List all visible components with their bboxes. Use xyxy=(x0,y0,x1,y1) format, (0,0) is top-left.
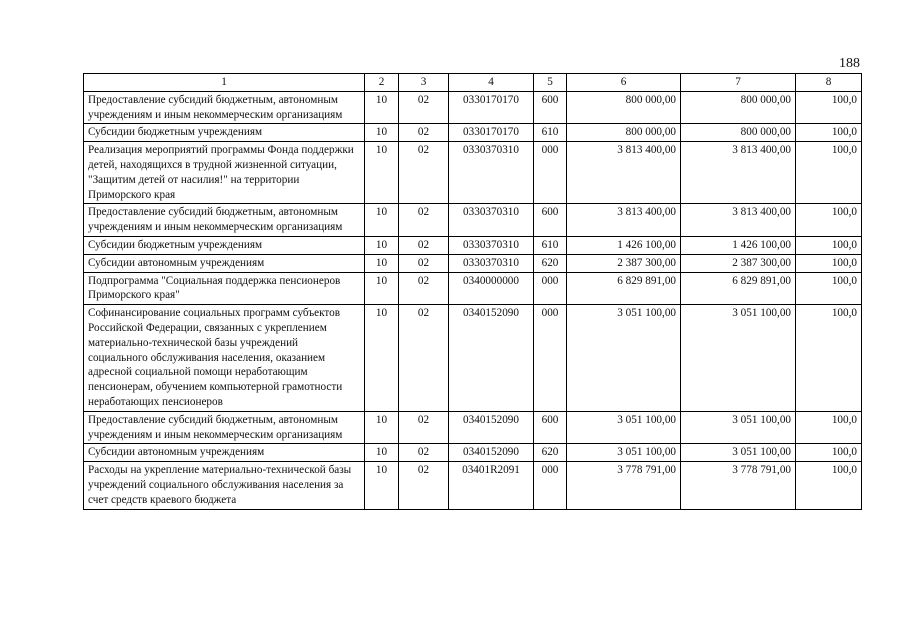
row-name-cell: Субсидии бюджетным учреждениям xyxy=(84,236,365,254)
expense-type-cell: 000 xyxy=(534,305,567,412)
row-name-cell: Реализация мероприятий программы Фонда поддержки детей, находящихся в трудной жизненной ситуации, "Защитим детей от насилия!" на территории Приморского края xyxy=(84,142,365,204)
subsection-cell: 02 xyxy=(399,236,449,254)
amount-planned-cell: 1 426 100,00 xyxy=(567,236,681,254)
section-cell: 10 xyxy=(365,204,399,237)
section-cell: 10 xyxy=(365,305,399,412)
section-cell: 10 xyxy=(365,444,399,462)
percent-cell: 100,0 xyxy=(796,91,862,124)
percent-cell: 100,0 xyxy=(796,444,862,462)
amount-planned-cell: 800 000,00 xyxy=(567,124,681,142)
table-row xyxy=(84,142,862,204)
subsection-cell: 02 xyxy=(399,305,449,412)
row-name-cell: Подпрограмма "Социальная поддержка пенсионеров Приморского края" xyxy=(84,272,365,305)
table-row xyxy=(84,236,862,254)
column-header: 8 xyxy=(796,74,862,92)
amount-executed-cell: 800 000,00 xyxy=(681,124,796,142)
subsection-cell: 02 xyxy=(399,444,449,462)
target-article-cell: 03401R2091 xyxy=(449,462,534,509)
subsection-cell: 02 xyxy=(399,124,449,142)
percent-cell: 100,0 xyxy=(796,305,862,412)
row-name-cell: Субсидии автономным учреждениям xyxy=(84,444,365,462)
table-row xyxy=(84,254,862,272)
amount-planned-cell: 3 051 100,00 xyxy=(567,305,681,412)
target-article-cell: 0330170170 xyxy=(449,91,534,124)
percent-cell: 100,0 xyxy=(796,462,862,509)
target-article-cell: 0340152090 xyxy=(449,305,534,412)
amount-executed-cell: 800 000,00 xyxy=(681,91,796,124)
subsection-cell: 02 xyxy=(399,91,449,124)
expense-type-cell: 600 xyxy=(534,411,567,444)
table-row xyxy=(84,204,862,237)
column-header: 1 xyxy=(84,74,365,92)
amount-planned-cell: 6 829 891,00 xyxy=(567,272,681,305)
subsection-cell: 02 xyxy=(399,411,449,444)
target-article-cell: 0330370310 xyxy=(449,236,534,254)
expense-type-cell: 600 xyxy=(534,204,567,237)
target-article-cell: 0330370310 xyxy=(449,142,534,204)
section-cell: 10 xyxy=(365,272,399,305)
row-name-cell: Предоставление субсидий бюджетным, автономным учреждениям и иным некоммерческим организациям xyxy=(84,91,365,124)
target-article-cell: 0340000000 xyxy=(449,272,534,305)
table-row xyxy=(84,462,862,509)
budget-table xyxy=(83,73,862,510)
amount-planned-cell: 3 051 100,00 xyxy=(567,411,681,444)
amount-executed-cell: 3 051 100,00 xyxy=(681,305,796,412)
target-article-cell: 0330370310 xyxy=(449,204,534,237)
amount-executed-cell: 3 051 100,00 xyxy=(681,411,796,444)
header-row xyxy=(84,74,862,92)
subsection-cell: 02 xyxy=(399,272,449,305)
subsection-cell: 02 xyxy=(399,462,449,509)
section-cell: 10 xyxy=(365,462,399,509)
section-cell: 10 xyxy=(365,142,399,204)
percent-cell: 100,0 xyxy=(796,142,862,204)
amount-executed-cell: 6 829 891,00 xyxy=(681,272,796,305)
percent-cell: 100,0 xyxy=(796,272,862,305)
target-article-cell: 0330370310 xyxy=(449,254,534,272)
percent-cell: 100,0 xyxy=(796,236,862,254)
target-article-cell: 0340152090 xyxy=(449,444,534,462)
expense-type-cell: 000 xyxy=(534,142,567,204)
column-header: 5 xyxy=(534,74,567,92)
section-cell: 10 xyxy=(365,124,399,142)
amount-planned-cell: 2 387 300,00 xyxy=(567,254,681,272)
percent-cell: 100,0 xyxy=(796,411,862,444)
amount-planned-cell: 3 051 100,00 xyxy=(567,444,681,462)
amount-planned-cell: 3 813 400,00 xyxy=(567,142,681,204)
amount-planned-cell: 3 813 400,00 xyxy=(567,204,681,237)
percent-cell: 100,0 xyxy=(796,204,862,237)
row-name-cell: Софинансирование социальных программ субъектов Российской Федерации, связанных с укреплением материально-технической базы учреждений социального обслуживания населения, оказанием адресной социальной помощи неработающим пенсионерам, обучением компьютерной грамотности неработающих пенсионеров xyxy=(84,305,365,412)
row-name-cell: Субсидии бюджетным учреждениям xyxy=(84,124,365,142)
amount-executed-cell: 3 051 100,00 xyxy=(681,444,796,462)
amount-executed-cell: 2 387 300,00 xyxy=(681,254,796,272)
column-header: 7 xyxy=(681,74,796,92)
table-row xyxy=(84,124,862,142)
row-name-cell: Расходы на укрепление материально-технической базы учреждений социального обслуживания населения за счет средств краевого бюджета xyxy=(84,462,365,509)
table-row xyxy=(84,411,862,444)
table-row xyxy=(84,305,862,412)
expense-type-cell: 000 xyxy=(534,462,567,509)
column-header: 4 xyxy=(449,74,534,92)
row-name-cell: Субсидии автономным учреждениям xyxy=(84,254,365,272)
target-article-cell: 0340152090 xyxy=(449,411,534,444)
expense-type-cell: 000 xyxy=(534,272,567,305)
percent-cell: 100,0 xyxy=(796,254,862,272)
subsection-cell: 02 xyxy=(399,204,449,237)
amount-planned-cell: 800 000,00 xyxy=(567,91,681,124)
row-name-cell: Предоставление субсидий бюджетным, автономным учреждениям и иным некоммерческим организациям xyxy=(84,204,365,237)
amount-executed-cell: 3 778 791,00 xyxy=(681,462,796,509)
row-name-cell: Предоставление субсидий бюджетным, автономным учреждениям и иным некоммерческим организациям xyxy=(84,411,365,444)
section-cell: 10 xyxy=(365,411,399,444)
column-header: 3 xyxy=(399,74,449,92)
expense-type-cell: 620 xyxy=(534,444,567,462)
expense-type-cell: 600 xyxy=(534,91,567,124)
page-number: 188 xyxy=(839,56,860,71)
percent-cell: 100,0 xyxy=(796,124,862,142)
amount-executed-cell: 3 813 400,00 xyxy=(681,204,796,237)
column-header: 2 xyxy=(365,74,399,92)
amount-planned-cell: 3 778 791,00 xyxy=(567,462,681,509)
column-header: 6 xyxy=(567,74,681,92)
expense-type-cell: 620 xyxy=(534,254,567,272)
table-row xyxy=(84,272,862,305)
section-cell: 10 xyxy=(365,254,399,272)
expense-type-cell: 610 xyxy=(534,236,567,254)
section-cell: 10 xyxy=(365,236,399,254)
table-row xyxy=(84,444,862,462)
expense-type-cell: 610 xyxy=(534,124,567,142)
amount-executed-cell: 1 426 100,00 xyxy=(681,236,796,254)
amount-executed-cell: 3 813 400,00 xyxy=(681,142,796,204)
section-cell: 10 xyxy=(365,91,399,124)
table-row xyxy=(84,91,862,124)
subsection-cell: 02 xyxy=(399,142,449,204)
target-article-cell: 0330170170 xyxy=(449,124,534,142)
subsection-cell: 02 xyxy=(399,254,449,272)
